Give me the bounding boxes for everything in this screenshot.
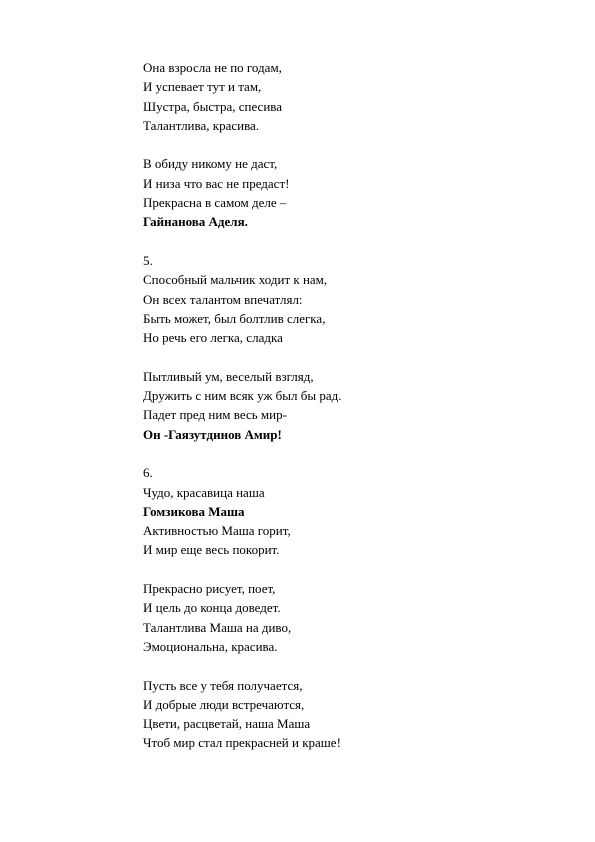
stanza-gap: [143, 560, 583, 579]
poem-line: Шустра, быстра, спесива: [143, 98, 283, 114]
poem-line: И низа что вас не предаст!: [143, 175, 290, 191]
poem-line: Пытливый ум, веселый взгляд,: [143, 368, 314, 384]
stanza-gap: [143, 232, 583, 251]
poem-line: Цвети, расцветай, наша Маша: [143, 716, 311, 732]
honoree-name: Гайнанова Аделя.: [143, 214, 248, 230]
poem-line: Способный мальчик ходит к нам,: [143, 272, 328, 288]
poem-line: Прекрасна в самом деле –: [143, 195, 287, 211]
stanza-3: [143, 270, 583, 347]
poem-line: И мир еще весь покорит.: [143, 542, 280, 558]
honoree-name: Гомзикова Маша: [143, 503, 245, 519]
poem-line: Он всех талантом впечатлял:: [143, 291, 303, 307]
poem-line: Пусть все у тебя получается,: [143, 677, 303, 693]
poem-line: Чудо, красавица наша: [143, 484, 265, 500]
poem-line: И успевает тут и там,: [143, 79, 262, 95]
stanza-5: [143, 483, 583, 560]
poem-line: В обиду никому не даст,: [143, 156, 278, 172]
poem-line: Дружить с ним всяк уж был бы рад.: [143, 388, 342, 404]
stanza-gap: [143, 135, 583, 154]
honoree-name: Он -Гаязутдинов Амир!: [143, 426, 282, 442]
stanza-2: [143, 154, 583, 231]
poem-line: И добрые люди встречаются,: [143, 696, 305, 712]
poem-line: И цель до конца доведет.: [143, 600, 281, 616]
stanza-1: [143, 58, 583, 135]
poem-line: Она взросла не по годам,: [143, 60, 282, 75]
poem-line: Активностью Маша горит,: [143, 523, 291, 539]
poem-line: Талантлива Маша на диво,: [143, 619, 292, 635]
stanza-gap: [143, 347, 583, 366]
stanza-gap: [143, 444, 583, 463]
stanza-gap: [143, 656, 583, 675]
poem-line: Но речь его легка, сладка: [143, 330, 283, 346]
section-number: 6.: [143, 465, 153, 481]
poem-line: Чтоб мир стал прекрасней и краше!: [143, 735, 341, 751]
stanza-6: [143, 579, 583, 656]
poem-line: Быть может, был болтлив слегка,: [143, 310, 326, 326]
poem-line: Падет пред ним весь мир-: [143, 407, 287, 423]
poem-line: Эмоциональна, красива.: [143, 638, 278, 654]
poem-line: Прекрасно рисует, поет,: [143, 581, 276, 597]
poem-page: [143, 58, 583, 753]
stanza-7: [143, 676, 583, 753]
section-number: 5.: [143, 252, 153, 268]
stanza-4: [143, 367, 583, 444]
poem-line: Талантлива, красива.: [143, 117, 260, 133]
